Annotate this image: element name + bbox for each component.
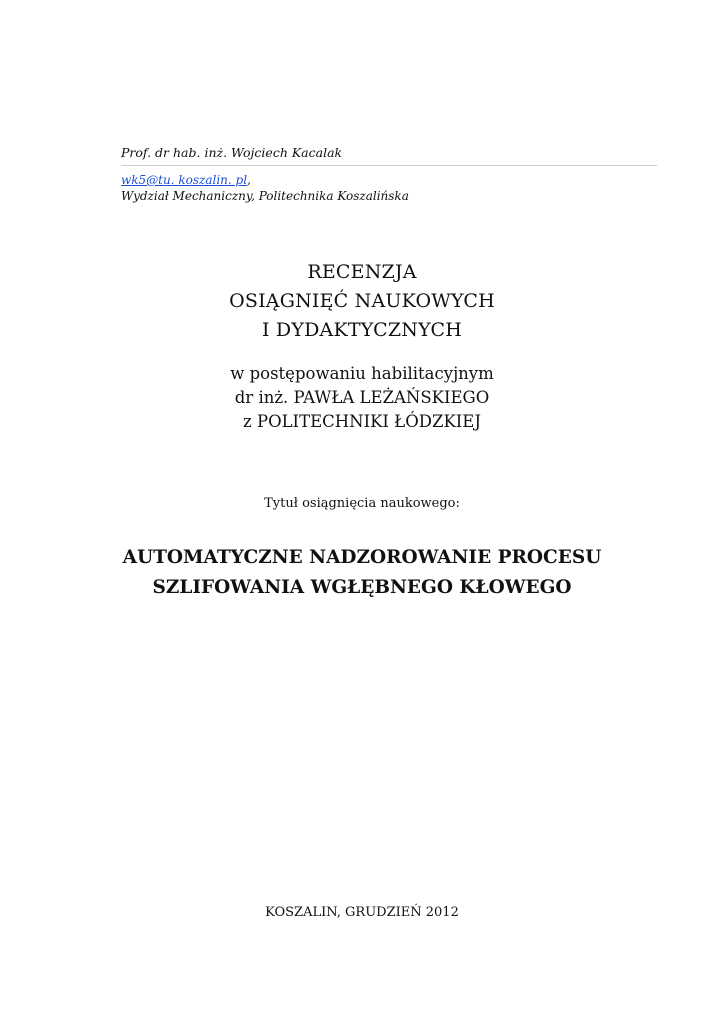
title-line-3: I DYDAKTYCZNYCH bbox=[261, 319, 463, 341]
title-line-1: RECENZJA bbox=[307, 261, 417, 283]
subtitle-line-2: dr inż. PAWŁA LEŻAŃSKIEGO bbox=[234, 388, 490, 407]
department: Wydział Mechaniczny, Politechnika Koszalińska bbox=[121, 189, 409, 203]
title-line-2: OSIĄGNIĘĆ NAUKOWYCH bbox=[229, 290, 495, 312]
email-link[interactable]: wk5@tu. koszalin. pl bbox=[121, 173, 248, 187]
place-date: KOSZALIN, GRUDZIEŃ 2012 bbox=[265, 905, 459, 920]
procedure-info bbox=[0, 362, 724, 434]
author-name: Prof. dr hab. inż. Wojciech Kacalak bbox=[121, 145, 657, 166]
author-header bbox=[121, 145, 657, 204]
subtitle-line-1: w postępowaniu habilitacyjnym bbox=[230, 364, 494, 383]
achievement-label: Tytuł osiągnięcia naukowego: bbox=[264, 496, 460, 511]
document-title bbox=[0, 258, 724, 345]
achievement-line-2: SZLIFOWANIA WGŁĘBNEGO KŁOWEGO bbox=[152, 577, 572, 598]
subtitle-line-3: z POLITECHNIKI ŁÓDZKIEJ bbox=[243, 412, 481, 431]
achievement-line-1: AUTOMATYCZNE NADZOROWANIE PROCESU bbox=[122, 547, 602, 568]
email-line bbox=[121, 172, 657, 188]
achievement-title bbox=[0, 543, 724, 603]
email-suffix: , bbox=[247, 173, 251, 187]
